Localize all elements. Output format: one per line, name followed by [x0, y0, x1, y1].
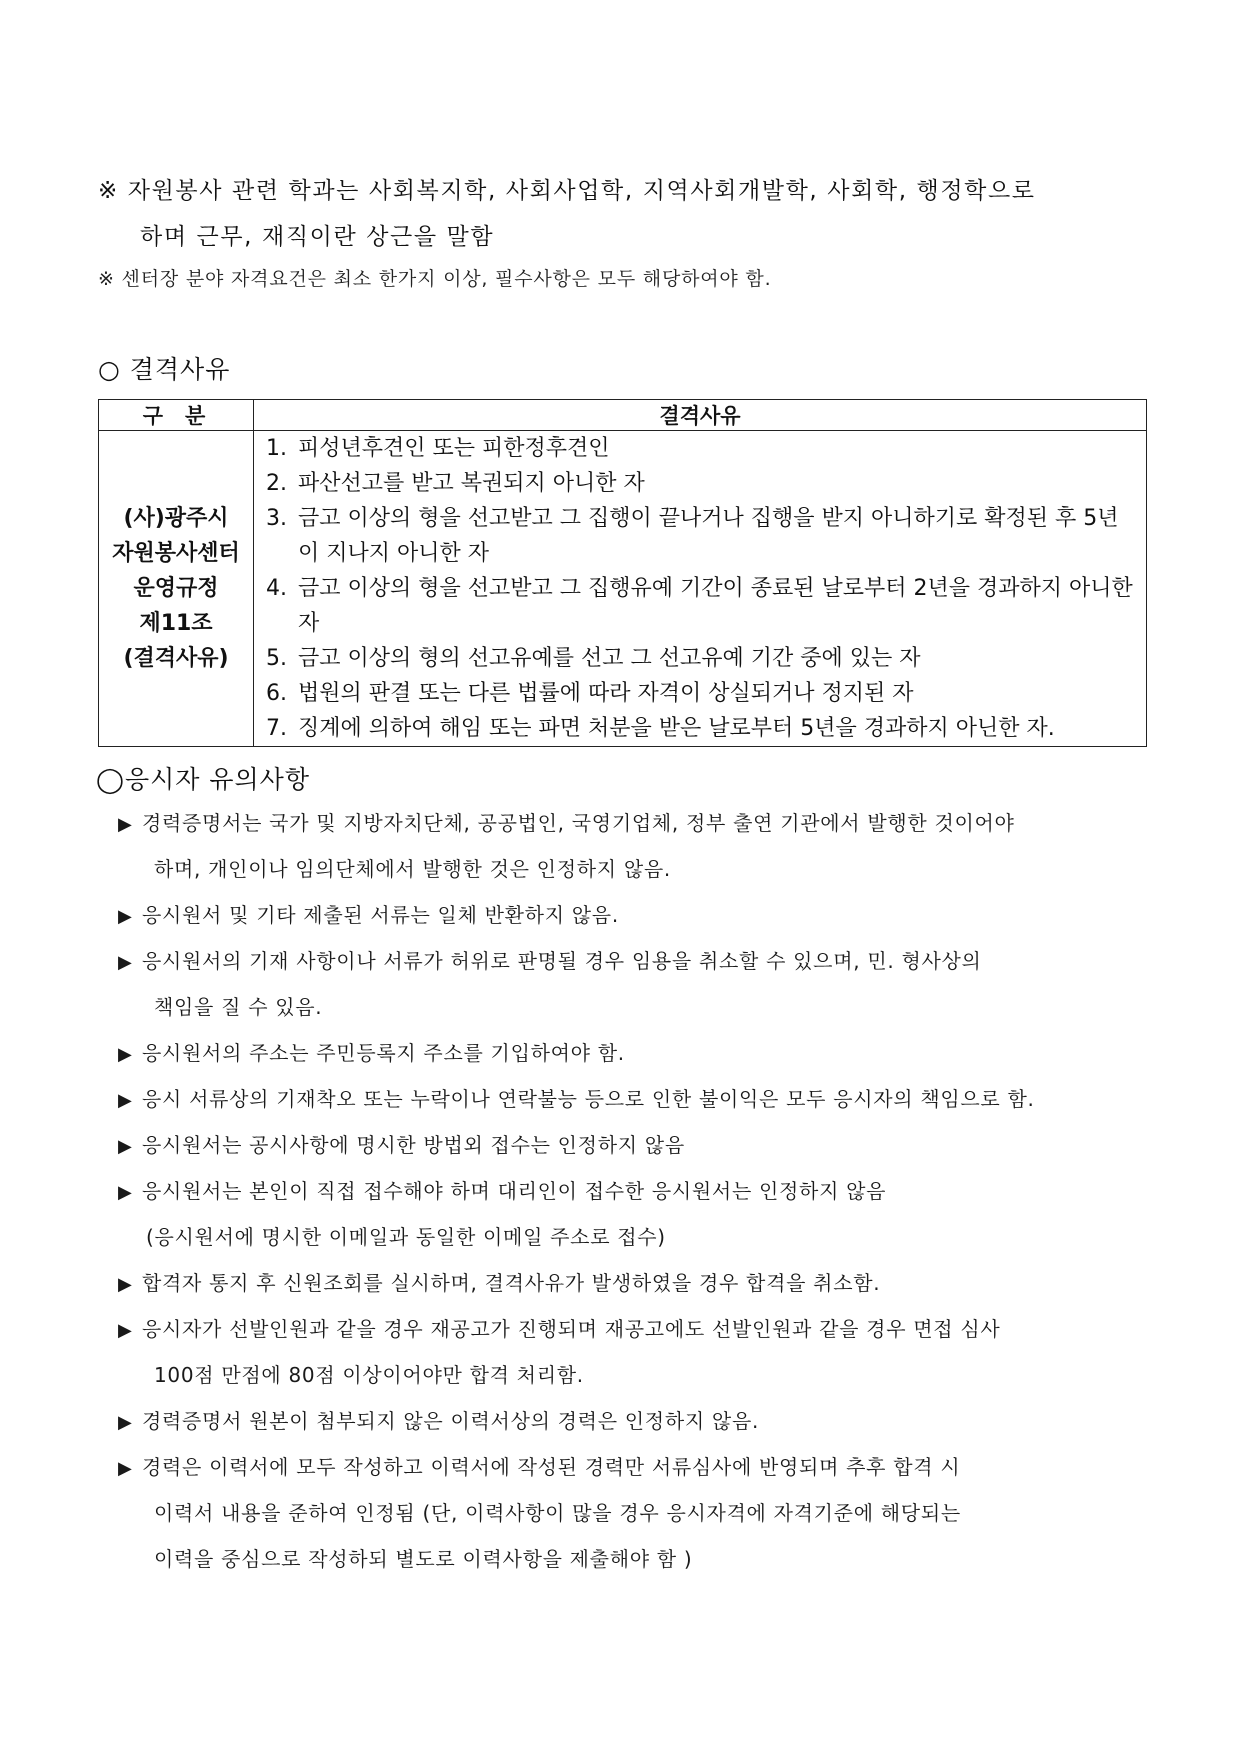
item-number: 7. [266, 716, 287, 741]
regulation-line: (결격사유) [123, 646, 229, 671]
notice-text: 응시 서류상의 기재착오 또는 누락이나 연락불능 등으로 인한 불이익은 모두 응시자의 책임으로 함. [142, 1087, 1035, 1111]
notice-bullet [118, 807, 1015, 836]
notice-continuation: 책임을 질 수 있음. [154, 995, 323, 1019]
item-number: 3. [266, 506, 287, 531]
notice-continuation: 하며, 개인이나 임의단체에서 발행한 것은 인정하지 않음. [154, 857, 671, 881]
item-number: 5. [266, 646, 287, 671]
item-number: 2. [266, 471, 287, 496]
notice-text: 응시원서 및 기타 제출된 서류는 일체 반환하지 않음. [142, 903, 619, 927]
notice-bullet [118, 1267, 880, 1296]
bullet-triangle-icon: ▶ [118, 1044, 133, 1065]
note-qualification: ※ 센터장 분야 자격요건은 최소 한가지 이상, 필수사항은 모두 해당하여야 함. [98, 268, 772, 290]
notice-text: 응시자가 선발인원과 같을 경우 재공고가 진행되며 재공고에도 선발인원과 같을 경우 면접 심사 [142, 1317, 1001, 1341]
notice-bullet [118, 1175, 886, 1204]
reasons-cell [254, 431, 1147, 747]
notice-text: 경력증명서 원본이 첨부되지 않은 이력서상의 경력은 인정하지 않음. [142, 1409, 760, 1433]
notice-bullet [118, 945, 982, 974]
item-number: 6. [266, 681, 287, 706]
item-text: 피성년후견인 또는 피한정후견인 [298, 436, 610, 461]
notice-text: 합격자 통지 후 신원조회를 실시하며, 결격사유가 발생하였을 경우 합격을 취소함. [142, 1271, 881, 1295]
notice-text: 경력은 이력서에 모두 작성하고 이력서에 작성된 경력만 서류심사에 반영되며 추후 합격 시 [142, 1455, 961, 1479]
notice-text: 응시원서는 공시사항에 명시한 방법외 접수는 인정하지 않음 [142, 1133, 685, 1157]
notice-text: 응시원서의 기재 사항이나 서류가 허위로 판명될 경우 임용을 취소할 수 있으며, 민. 형사상의 [142, 949, 982, 973]
item-number: 1. [266, 436, 287, 461]
bullet-triangle-icon: ▶ [118, 1320, 133, 1341]
header-category: 구분 [99, 400, 254, 431]
item-text: 징계에 의하여 해임 또는 파면 처분을 받은 날로부터 5년을 경과하지 아닌한 자. [298, 716, 1055, 741]
item-text: 금고 이상의 형을 선고받고 그 집행이 끝나거나 집행을 받지 아니하기로 확정된 후 5년이 지나지 아니한 자 [298, 506, 1119, 566]
list-item [266, 641, 1146, 676]
notice-bullet [118, 899, 619, 928]
section-title-disqualification: ○ 결격사유 [98, 355, 231, 384]
notice-bullet [118, 1313, 1000, 1342]
regulation-line: 제11조 [139, 611, 213, 636]
item-number: 4. [266, 576, 287, 601]
bullet-triangle-icon: ▶ [118, 1136, 133, 1157]
bullet-triangle-icon: ▶ [118, 952, 133, 973]
notice-bullet [118, 1037, 625, 1066]
bullet-triangle-icon: ▶ [118, 1412, 133, 1433]
notice-continuation: 100점 만점에 80점 이상이어야만 합격 처리함. [154, 1363, 584, 1387]
list-item [266, 431, 1146, 466]
bullet-triangle-icon: ▶ [118, 906, 133, 927]
list-item [266, 501, 1146, 571]
list-item [266, 711, 1146, 746]
notice-continuation: 이력서 내용을 준하여 인정됨 (단, 이력사항이 많을 경우 응시자격에 자격기준에 해당되는 [154, 1501, 961, 1525]
regulation-line: 운영규정 [133, 576, 219, 601]
table-header-row [99, 400, 1147, 431]
notice-bullet [118, 1405, 759, 1434]
list-item [266, 676, 1146, 711]
notice-continuation: 이력을 중심으로 작성하되 별도로 이력사항을 제출해야 함 ) [154, 1547, 693, 1571]
item-text: 파산선고를 받고 복권되지 아니한 자 [298, 471, 645, 496]
bullet-triangle-icon: ▶ [118, 814, 133, 835]
notice-text: 경력증명서는 국가 및 지방자치단체, 공공법인, 국영기업체, 정부 출연 기관에서 발행한 것이어야 [142, 811, 1015, 835]
notice-bullet [118, 1129, 685, 1158]
notice-bullet [118, 1451, 960, 1480]
list-item [266, 571, 1146, 641]
bullet-triangle-icon: ▶ [118, 1274, 133, 1295]
header-reasons: 결격사유 [254, 400, 1147, 431]
list-item [266, 466, 1146, 501]
regulation-line: (사)광주시 [123, 506, 229, 531]
notice-text: 응시원서의 주소는 주민등록지 주소를 기입하여야 함. [142, 1041, 625, 1065]
section-title-applicant-notice: ◯응시자 유의사항 [96, 765, 310, 794]
bullet-triangle-icon: ▶ [118, 1458, 133, 1479]
notice-text: 응시원서는 본인이 직접 접수해야 하며 대리인이 접수한 응시원서는 인정하지 않음 [142, 1179, 887, 1203]
bullet-triangle-icon: ▶ [118, 1090, 133, 1111]
table-row [99, 431, 1147, 747]
item-text: 금고 이상의 형을 선고받고 그 집행유예 기간이 종료된 날로부터 2년을 경과하지 아니한 자 [298, 576, 1133, 636]
regulation-cell [99, 431, 254, 747]
item-text: 금고 이상의 형의 선고유예를 선고 그 선고유예 기간 중에 있는 자 [298, 646, 921, 671]
disqualification-table [98, 399, 1147, 747]
note-major-fields: ※ 자원봉사 관련 학과는 사회복지학, 사회사업학, 지역사회개발학, 사회학, 행정학으로 [98, 178, 1036, 204]
notice-continuation: (응시원서에 명시한 이메일과 동일한 이메일 주소로 접수) [146, 1225, 666, 1249]
bullet-triangle-icon: ▶ [118, 1182, 133, 1203]
note-major-fields-cont: 하며 근무, 재직이란 상근을 말함 [140, 224, 495, 250]
item-text: 법원의 판결 또는 다른 법률에 따라 자격이 상실되거나 정지된 자 [298, 681, 914, 706]
notice-bullet [118, 1083, 1035, 1112]
regulation-line: 자원봉사센터 [112, 541, 240, 566]
